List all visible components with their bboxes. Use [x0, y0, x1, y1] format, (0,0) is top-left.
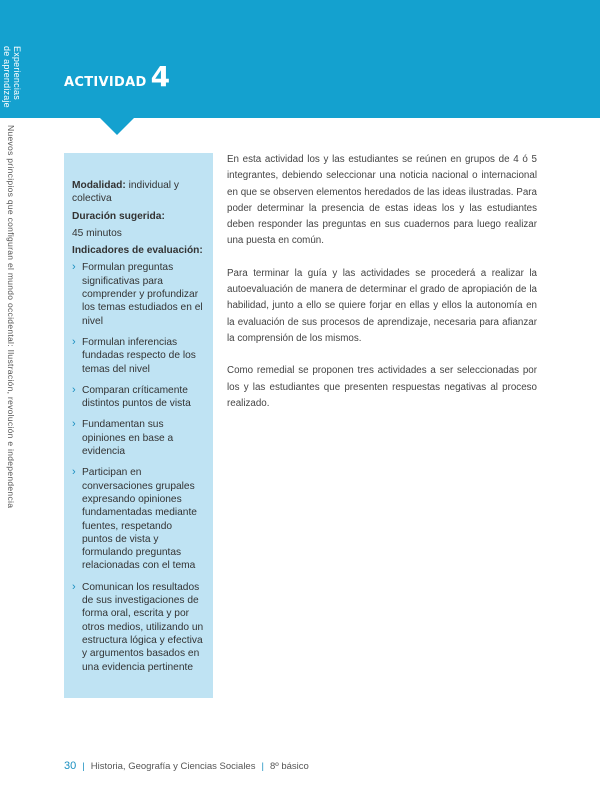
modality-value: individual y colectiva: [72, 180, 179, 205]
indicators-list: [72, 261, 205, 673]
duration-label: Duración sugerida:: [72, 210, 165, 222]
bullet-icon: ›: [72, 335, 76, 348]
bullet-icon: ›: [72, 580, 76, 593]
activity-label: ACTIVIDAD: [64, 75, 147, 90]
indicator-text: Comparan críticamente distintos puntos de vista: [82, 384, 191, 410]
modality: [72, 179, 205, 206]
page-number: 30: [64, 760, 77, 772]
paragraph: Como remedial se proponen tres actividades a ser seleccionadas por los y las estudiantes que presenten respuestas negativas al proceso realizado.: [227, 365, 537, 409]
footer-separator: |: [261, 761, 264, 772]
indicator-item: [72, 261, 205, 327]
bullet-icon: ›: [72, 383, 76, 396]
section-tab: [2, 46, 30, 110]
indicator-item: [72, 466, 205, 572]
duration-value: 45 minutos: [72, 227, 122, 239]
modality-label: Modalidad:: [72, 180, 126, 191]
section-tab-line2: de aprendizaje: [2, 46, 12, 108]
subject-name: Historia, Geografía y Ciencias Sociales: [90, 761, 256, 772]
main-text: [227, 152, 537, 428]
indicator-text: Fundamentan sus opiniones en base a evidencia: [82, 419, 174, 458]
indicator-item: [72, 336, 205, 376]
bullet-icon: ›: [72, 261, 76, 274]
banner-notch: [100, 118, 134, 135]
activity-title: [64, 60, 170, 93]
section-tab-line1: Experiencias: [12, 46, 22, 100]
page-footer: [64, 760, 309, 772]
indicator-item: [72, 581, 205, 674]
indicator-text: Comunican los resultados de sus investigaciones de forma oral, escrita y por otros medios, utilizando un estructura lógica y efectiva y argumentos basados en una evidencia pertinente: [82, 581, 204, 673]
indicator-text: Participan en conversaciones grupales expresando opiniones fundamentadas mediante fuentes, respetando puntos de vista y formulando preguntas relacionadas con el tema: [82, 467, 197, 572]
activity-number: 4: [150, 60, 171, 93]
bullet-icon: ›: [72, 466, 76, 479]
section-tab-label: [2, 46, 22, 108]
indicators-label: Indicadores de evaluación:: [72, 245, 203, 257]
indicator-text: Formulan preguntas significativas para comprender y profundizar los temas estudiados en el nivel: [82, 262, 203, 327]
footer-separator: |: [82, 761, 85, 772]
unit-title-vertical: Nuevos principios que configuran el mundo occidental: Ilustración, revolución e independencia: [6, 125, 16, 509]
paragraph: En esta actividad los y las estudiantes se reúnen en grupos de 4 ó 5 integrantes, debiendo seleccionar una noticia nacional o internacional en que se observen elementos heredados de las ideas ilustradas. Para poder determinar la presencia de estas ideas los y las estudiantes deben responder las preguntas en sus cuadernos para luego realizar una puesta en común.: [227, 154, 537, 247]
indicator-text: Formulan inferencias fundadas respecto de los temas del nivel: [82, 336, 196, 375]
bullet-icon: ›: [72, 418, 76, 431]
indicator-item: [72, 384, 205, 411]
paragraph: Para terminar la guía y las actividades se procederá a realizar la autoevaluación de manera de determinar el grado de apropiación de la habilidad, junto a ello se quiere forjar en ellas y ellos la autonomía en la evaluación de sus procesos de aprendizaje, necesaria para afianzar la comprensión de los mismos.: [227, 267, 537, 344]
evaluation-box: [64, 153, 213, 698]
indicator-item: [72, 418, 205, 458]
header-banner: [0, 0, 600, 118]
grade-level: 8º básico: [269, 761, 309, 772]
